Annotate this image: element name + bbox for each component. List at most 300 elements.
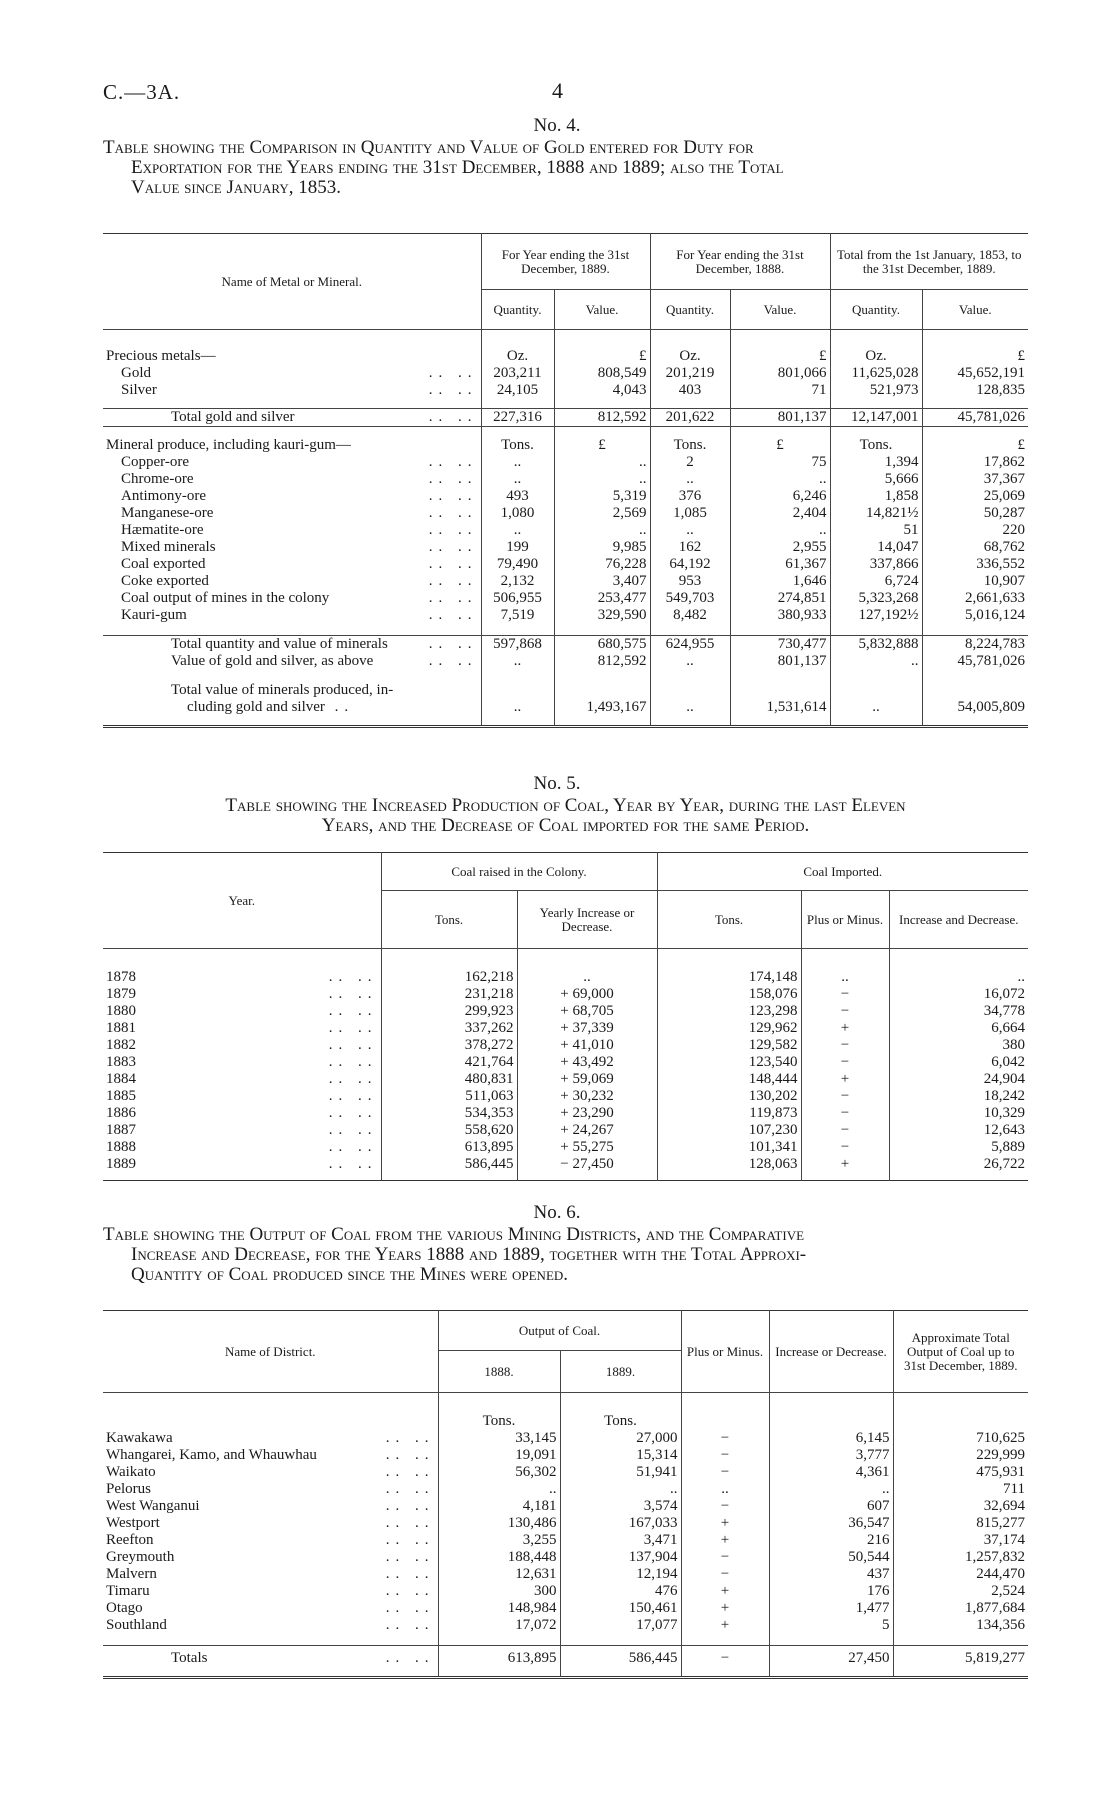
cell: 4,043 [554, 382, 650, 399]
row-label-text: Gold [121, 364, 151, 381]
table-5-title [103, 796, 1028, 836]
cell: 15,314 [560, 1447, 681, 1464]
cell: 3,407 [554, 573, 650, 590]
row-label-text: Southland [106, 1616, 167, 1633]
cell: 36,547 [769, 1515, 893, 1532]
cell: − [801, 1139, 889, 1156]
table-row [103, 1481, 1028, 1498]
cell: 3,471 [560, 1532, 681, 1549]
cell: 586,445 [381, 1156, 517, 1173]
row-label-text: 1887 [106, 1121, 136, 1138]
cell: 51 [830, 522, 922, 539]
total-all-label-line2: cluding gold and silver [187, 699, 325, 715]
cell: 812,592 [554, 653, 650, 670]
cell: + 68,705 [517, 1003, 657, 1020]
cell: 10,907 [922, 573, 1028, 590]
cell: 3,255 [438, 1532, 560, 1549]
cell: .. [481, 454, 554, 471]
row-label-text: 1878 [106, 968, 136, 985]
table-row [103, 539, 1028, 556]
row-label: 1883 .. .. [106, 1053, 378, 1070]
cell: 45,781,026 [922, 653, 1028, 670]
cell: 586,445 [560, 1646, 681, 1668]
table-row [103, 1156, 1028, 1173]
cell: 123,540 [657, 1054, 801, 1071]
cell: + 23,290 [517, 1105, 657, 1122]
cell: 244,470 [893, 1566, 1028, 1583]
table-row [103, 1105, 1028, 1122]
cell: 815,277 [893, 1515, 1028, 1532]
cell: − [801, 986, 889, 1003]
row-label-text: Whangarei, Kamo, and Whauwhau [106, 1446, 317, 1463]
cell: 376 [650, 488, 730, 505]
cell: + 69,000 [517, 986, 657, 1003]
approx-total-header: Approximate Total Output of Coal up to 31st December, 1889. [893, 1311, 1028, 1393]
cell: 176 [769, 1583, 893, 1600]
cell: 56,302 [438, 1464, 560, 1481]
year-1889-header: 1889. [560, 1351, 681, 1393]
cell: − [801, 1037, 889, 1054]
row-label-text: 1880 [106, 1002, 136, 1019]
qty-header: Quantity. [650, 290, 730, 330]
cell: 14,047 [830, 539, 922, 556]
row-label-text: 1889 [106, 1155, 136, 1172]
row-label-text: 1883 [106, 1053, 136, 1070]
cell: .. [650, 471, 730, 488]
row-label: 1887 .. .. [106, 1121, 378, 1138]
cell: 64,192 [650, 556, 730, 573]
cell: 71 [730, 382, 830, 399]
cell: 229,999 [893, 1447, 1028, 1464]
row-label-text: Kawakawa [106, 1429, 173, 1446]
cell: .. [650, 653, 730, 670]
cell: 54,005,809 [922, 682, 1028, 716]
cell: + 41,010 [517, 1037, 657, 1054]
cell: 37,174 [893, 1532, 1028, 1549]
table-row [103, 505, 1028, 522]
row-label: Coke exported .. .. [121, 572, 478, 589]
cell: 337,262 [381, 1020, 517, 1037]
cell: 174,148 [657, 969, 801, 986]
cell: + 24,267 [517, 1122, 657, 1139]
table-6-title-line3: Quantity of Coal produced since the Mines were opened. [131, 1264, 569, 1285]
row-label: Otago .. .. [106, 1599, 435, 1616]
row-label: Total quantity and value of minerals .. .. [103, 636, 481, 654]
cell: 68,762 [922, 539, 1028, 556]
table-row [103, 365, 1028, 382]
cell: + 43,492 [517, 1054, 657, 1071]
cell: .. [481, 471, 554, 488]
cell: + 59,069 [517, 1071, 657, 1088]
cell: .. [481, 522, 554, 539]
row-label: Coal output of mines in the colony .. .. [121, 589, 478, 606]
row-label-text: 1885 [106, 1087, 136, 1104]
row-label-text: Silver [121, 381, 157, 398]
row-label-text: Totals [171, 1650, 208, 1666]
table-row [103, 607, 1028, 624]
row-label-text: Greymouth [106, 1548, 175, 1565]
cell: 5 [769, 1617, 893, 1634]
cell: 711 [893, 1481, 1028, 1498]
cell: .. [554, 471, 650, 488]
cell: .. [554, 522, 650, 539]
cell: − [681, 1464, 769, 1481]
cell: 167,033 [560, 1515, 681, 1532]
cell: 6,145 [769, 1430, 893, 1447]
row-label: 1879 .. .. [106, 985, 378, 1002]
table-6 [103, 1310, 1028, 1679]
cell: + [681, 1583, 769, 1600]
cell: + [681, 1532, 769, 1549]
cell: 45,781,026 [922, 409, 1028, 427]
cell: 511,063 [381, 1088, 517, 1105]
col-total-header: Total from the 1st January, 1853, to the 31st December, 1889. [830, 234, 1028, 290]
cell: 128,063 [657, 1156, 801, 1173]
cell: 24,904 [889, 1071, 1028, 1088]
cell: 4,181 [438, 1498, 560, 1515]
table-row [103, 636, 1028, 654]
table-6-title [103, 1225, 1028, 1285]
cell: 11,625,028 [830, 365, 922, 382]
cell: + 30,232 [517, 1088, 657, 1105]
cell: 597,868 [481, 636, 554, 654]
cell: .. [830, 682, 922, 716]
row-label: Totals .. .. [103, 1646, 438, 1668]
unit-label: Tons. [830, 437, 922, 454]
table-row [103, 1447, 1028, 1464]
unit-label: £ [922, 437, 1028, 454]
cell: 7,519 [481, 607, 554, 624]
cell: 134,356 [893, 1617, 1028, 1634]
table-row [103, 1566, 1028, 1583]
table-row [103, 969, 1028, 986]
row-label: West Wanganui .. .. [106, 1497, 435, 1514]
row-label: Westport .. .. [106, 1514, 435, 1531]
cell: + [681, 1600, 769, 1617]
row-label: Pelorus .. .. [106, 1480, 435, 1497]
cell: 607 [769, 1498, 893, 1515]
row-label-text: Chrome-ore [121, 470, 194, 487]
cell: 50,287 [922, 505, 1028, 522]
cell: 1,493,167 [554, 682, 650, 716]
cell: .. [650, 522, 730, 539]
cell: 50,544 [769, 1549, 893, 1566]
table-row [103, 1532, 1028, 1549]
cell: 201,622 [650, 409, 730, 427]
cell: − [681, 1646, 769, 1668]
cell: 33,145 [438, 1430, 560, 1447]
cell: 26,722 [889, 1156, 1028, 1173]
val-header: Value. [730, 290, 830, 330]
cell: 6,042 [889, 1054, 1028, 1071]
increase-decrease-header: Increase or Decrease. [769, 1311, 893, 1393]
cell: 162 [650, 539, 730, 556]
cell: 199 [481, 539, 554, 556]
cell: 558,620 [381, 1122, 517, 1139]
row-label: Malvern .. .. [106, 1565, 435, 1582]
row-label-text: Coal output of mines in the colony [121, 589, 330, 606]
cell: .. [769, 1481, 893, 1498]
cell: 480,831 [381, 1071, 517, 1088]
row-label: 1881 .. .. [106, 1019, 378, 1036]
cell: 27,000 [560, 1430, 681, 1447]
table-row [103, 1122, 1028, 1139]
cell: 61,367 [730, 556, 830, 573]
cell: 1,858 [830, 488, 922, 505]
row-label-text: Coke exported [121, 572, 209, 589]
table-row [103, 1600, 1028, 1617]
unit-label: £ [554, 437, 650, 454]
row-label: Copper-ore .. .. [121, 453, 478, 470]
cell: 8,482 [650, 607, 730, 624]
table-row [103, 556, 1028, 573]
plus-minus-header: Plus or Minus. [801, 891, 889, 949]
row-label: Kauri-gum .. .. [121, 606, 478, 623]
cell: 129,582 [657, 1037, 801, 1054]
row-label-text: 1879 [106, 985, 136, 1002]
row-label: Whangarei, Kamo, and Whauwhau .. .. [106, 1446, 435, 1463]
cell: 953 [650, 573, 730, 590]
cell: 476 [560, 1583, 681, 1600]
cell: 521,973 [830, 382, 922, 399]
unit-label: Tons. [560, 1413, 681, 1430]
table-row [103, 454, 1028, 471]
cell: 5,016,124 [922, 607, 1028, 624]
cell: 5,666 [830, 471, 922, 488]
row-label: 1880 .. .. [106, 1002, 378, 1019]
col-1889-header: For Year ending the 31st December, 1889. [481, 234, 650, 290]
row-label: Silver .. .. [121, 381, 478, 398]
table-5-number: No. 5. [533, 773, 581, 794]
table-row [103, 1139, 1028, 1156]
cell: + 55,275 [517, 1139, 657, 1156]
cell: 5,319 [554, 488, 650, 505]
increase-decrease-header: Increase and Decrease. [889, 891, 1028, 949]
row-label-text: Value of gold and silver, as above [171, 653, 374, 669]
cell: 274,851 [730, 590, 830, 607]
table-4-title-line3: Value since January, 1853. [131, 177, 341, 198]
cell: 2,132 [481, 573, 554, 590]
unit-label: Oz. [481, 348, 554, 365]
cell: 17,077 [560, 1617, 681, 1634]
cell: 1,877,684 [893, 1600, 1028, 1617]
cell: 300 [438, 1583, 560, 1600]
row-label: 1884 .. .. [106, 1070, 378, 1087]
cell: 37,367 [922, 471, 1028, 488]
row-label: Manganese-ore .. .. [121, 504, 478, 521]
row-label: Mixed minerals .. .. [121, 538, 478, 555]
cell: 1,531,614 [730, 682, 830, 716]
total-all-label-line1: Total value of minerals produced, in- [171, 682, 394, 698]
district-header: Name of District. [103, 1311, 438, 1393]
cell: 148,444 [657, 1071, 801, 1088]
row-label-text: Pelorus [106, 1480, 151, 1497]
row-label: Gold .. .. [121, 364, 478, 381]
cell: 2,661,633 [922, 590, 1028, 607]
cell: 45,652,191 [922, 365, 1028, 382]
cell: 801,137 [730, 653, 830, 670]
cell: 1,085 [650, 505, 730, 522]
cell: 12,631 [438, 1566, 560, 1583]
table-4-title [103, 138, 1028, 198]
table-row [103, 522, 1028, 539]
cell: 16,072 [889, 986, 1028, 1003]
row-label-text: 1884 [106, 1070, 136, 1087]
cell: 10,329 [889, 1105, 1028, 1122]
cell: 2,524 [893, 1583, 1028, 1600]
val-header: Value. [922, 290, 1028, 330]
cell: 624,955 [650, 636, 730, 654]
table-4 [103, 233, 1028, 728]
year-header: Year. [103, 853, 381, 949]
table-row [103, 1054, 1028, 1071]
row-label: Southland .. .. [106, 1616, 435, 1633]
total-all-label: Total value of minerals produced, in- cluding gold and silver .. [171, 682, 394, 715]
cell: 403 [650, 382, 730, 399]
cell: − [801, 1122, 889, 1139]
cell: 107,230 [657, 1122, 801, 1139]
cell: 3,574 [560, 1498, 681, 1515]
cell: 9,985 [554, 539, 650, 556]
table-row [103, 488, 1028, 505]
table-row [103, 1020, 1028, 1037]
unit-label: Tons. [481, 437, 554, 454]
row-label-text: Mixed minerals [121, 538, 216, 555]
row-label: Chrome-ore .. .. [121, 470, 478, 487]
cell: 299,923 [381, 1003, 517, 1020]
cell: + [681, 1515, 769, 1532]
table-5 [103, 852, 1028, 1181]
row-label: Reefton .. .. [106, 1531, 435, 1548]
row-label-text: West Wanganui [106, 1497, 200, 1514]
cell: 101,341 [657, 1139, 801, 1156]
cell: 119,873 [657, 1105, 801, 1122]
cell: 801,137 [730, 409, 830, 427]
cell: 5,832,888 [830, 636, 922, 654]
row-label: Kawakawa .. .. [106, 1429, 435, 1446]
cell: 24,105 [481, 382, 554, 399]
cell: .. [730, 471, 830, 488]
table-4-title-line2: Exportation for the Years ending the 31st December, 1888 and 1889; also the Total [131, 157, 784, 178]
cell: − [801, 1054, 889, 1071]
qty-header: Quantity. [481, 290, 554, 330]
cell: 162,218 [381, 969, 517, 986]
cell: 1,257,832 [893, 1549, 1028, 1566]
cell: 1,394 [830, 454, 922, 471]
table-row [103, 653, 1028, 670]
cell: − [801, 1003, 889, 1020]
cell: 203,211 [481, 365, 554, 382]
cell: 613,895 [381, 1139, 517, 1156]
tons-header: Tons. [381, 891, 517, 949]
cell: 79,490 [481, 556, 554, 573]
table-5-title-line2: Years, and the Decrease of Coal imported for the same Period. [321, 815, 810, 836]
table-row [103, 471, 1028, 488]
cell: − [681, 1430, 769, 1447]
unit-label: Tons. [438, 1413, 560, 1430]
cell: 231,218 [381, 986, 517, 1003]
cell: 51,941 [560, 1464, 681, 1481]
cell: 12,643 [889, 1122, 1028, 1139]
val-header: Value. [554, 290, 650, 330]
table-5-title-line1: Table showing the Increased Production of Coal, Year by Year, during the last Eleven [225, 795, 906, 816]
cell: .. [730, 522, 830, 539]
table-row [103, 1617, 1028, 1634]
cell: + [801, 1020, 889, 1037]
row-label-text: 1881 [106, 1019, 136, 1036]
cell: .. [481, 682, 554, 716]
cell: 421,764 [381, 1054, 517, 1071]
cell: 17,072 [438, 1617, 560, 1634]
cell: 4,361 [769, 1464, 893, 1481]
row-label-text: Reefton [106, 1531, 154, 1548]
cell: 5,323,268 [830, 590, 922, 607]
unit-label: Tons. [650, 437, 730, 454]
cell: 18,242 [889, 1088, 1028, 1105]
document-code: C.—3A. [103, 80, 181, 104]
cell: − [681, 1447, 769, 1464]
cell: 1,646 [730, 573, 830, 590]
cell: .. [830, 653, 922, 670]
cell: 437 [769, 1566, 893, 1583]
plus-minus-header: Plus or Minus. [681, 1311, 769, 1393]
cell: 34,778 [889, 1003, 1028, 1020]
table-row [103, 1037, 1028, 1054]
year-1888-header: 1888. [438, 1351, 560, 1393]
table-row [103, 1549, 1028, 1566]
cell: 17,862 [922, 454, 1028, 471]
cell: 710,625 [893, 1430, 1028, 1447]
cell: .. [438, 1481, 560, 1498]
row-label: 1886 .. .. [106, 1104, 378, 1121]
row-label: Total gold and silver .. .. [103, 409, 481, 427]
row-label-text: Otago [106, 1599, 143, 1616]
row-label: Hæmatite-ore .. .. [121, 521, 478, 538]
unit-label: £ [730, 348, 830, 365]
cell: 493 [481, 488, 554, 505]
table-row [103, 1646, 1028, 1668]
cell: − [681, 1549, 769, 1566]
table-row [103, 409, 1028, 427]
row-label: Coal exported .. .. [121, 555, 478, 572]
cell: .. [650, 682, 730, 716]
cell: + 37,339 [517, 1020, 657, 1037]
row-label-text: 1886 [106, 1104, 136, 1121]
row-label: 1878 .. .. [106, 968, 378, 985]
cell: 475,931 [893, 1464, 1028, 1481]
cell: 730,477 [730, 636, 830, 654]
cell: 1,477 [769, 1600, 893, 1617]
cell: 130,202 [657, 1088, 801, 1105]
cell: 337,866 [830, 556, 922, 573]
cell: 253,477 [554, 590, 650, 607]
cell: .. [801, 969, 889, 986]
cell: 801,066 [730, 365, 830, 382]
row-label-text: Waikato [106, 1463, 156, 1480]
table-row [103, 382, 1028, 399]
cell: 220 [922, 522, 1028, 539]
cell: − 27,450 [517, 1156, 657, 1173]
cell: 329,590 [554, 607, 650, 624]
cell: .. [554, 454, 650, 471]
row-label-text: Total quantity and value of minerals [171, 636, 388, 652]
row-label-text: Manganese-ore [121, 504, 214, 521]
precious-metals-label: Precious metals— [106, 347, 216, 364]
cell: 6,724 [830, 573, 922, 590]
row-label: Antimony-ore .. .. [121, 487, 478, 504]
table-4-title-line1: Table showing the Comparison in Quantity and Value of Gold entered for Duty for [103, 137, 754, 158]
cell: 130,486 [438, 1515, 560, 1532]
